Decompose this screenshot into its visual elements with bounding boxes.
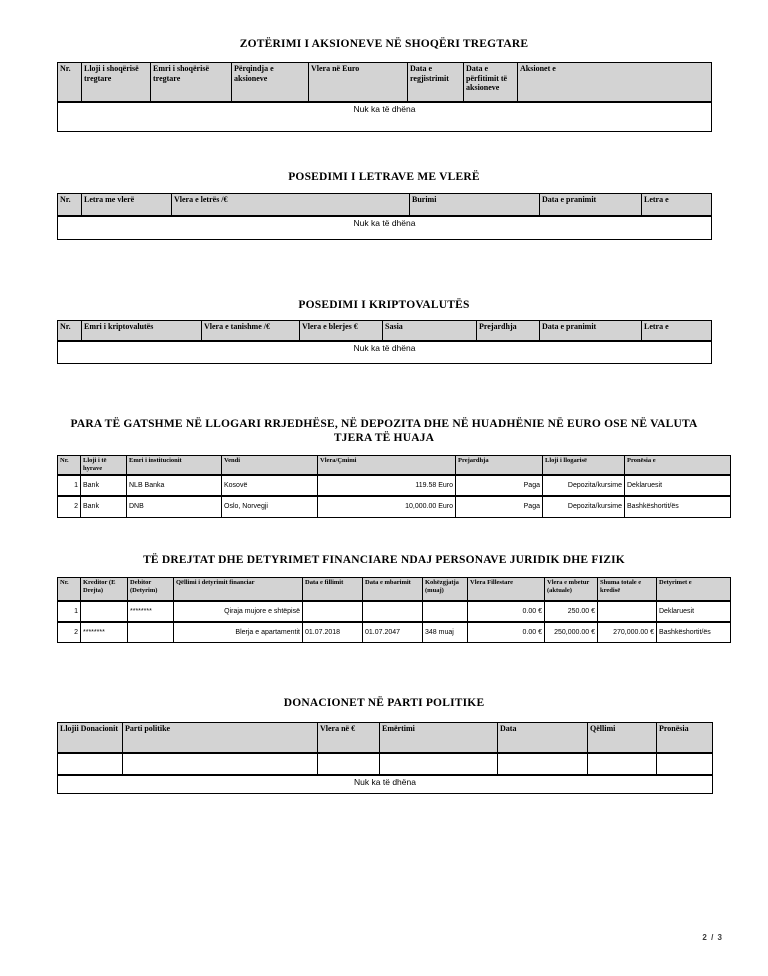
table-cell (303, 601, 363, 622)
column-header: Vlera e tanishme /€ (202, 321, 300, 341)
column-header: Vlera e mbetur (aktuale) (545, 578, 598, 601)
table-cell: 1 (58, 475, 81, 496)
section-title-obligations: TË DREJTAT DHE DETYRIMET FINANCIARE NDAJ PERSONAVE JURIDIK DHE FIZIK (143, 554, 625, 566)
table-cell: Kosovë (222, 475, 318, 496)
table-cell: 250.00 € (545, 601, 598, 622)
column-header: Vlera e blerjes € (300, 321, 383, 341)
table-cell: Blerja e apartamentit (174, 622, 303, 643)
section-title-donations: DONACIONET NË PARTI POLITIKE (283, 697, 485, 709)
column-header: Qëllimi (588, 723, 657, 753)
column-header: Lloji i të hyrave (81, 456, 127, 476)
column-header: Vlera/Çmimi (318, 456, 456, 476)
table-cell: ******** (128, 601, 174, 622)
no-data-cell: Nuk ka të dhëna (58, 775, 713, 794)
column-header: Nr. (58, 194, 82, 216)
table-cell: Qiraja mujore e shtëpisë (174, 601, 303, 622)
table-cell (380, 753, 498, 775)
table-header-row (58, 723, 713, 753)
column-header: Lloji i shoqërisë tregtare (82, 63, 151, 102)
table-cell: NLB Banka (127, 475, 222, 496)
column-header: Emri i institucionit (127, 456, 222, 476)
column-header: Data e fillimit (303, 578, 363, 601)
column-header: Nr. (58, 456, 81, 476)
cash-accounts-table (57, 455, 731, 518)
column-header: Debitor (Detyrim) (128, 578, 174, 601)
table-cell (128, 622, 174, 643)
section-title-crypto: POSEDIMI I KRIPTOVALUTËS (298, 299, 470, 311)
table-row (58, 475, 731, 496)
column-header: Vlera Fillestare (468, 578, 545, 601)
crypto-table (57, 320, 712, 364)
column-header: Vlera në Euro (309, 63, 408, 102)
table-cell: Oslo, Norvegji (222, 496, 318, 517)
no-data-row (58, 341, 712, 364)
column-header: Aksionet e (518, 63, 712, 102)
column-header: Vlera e letrës /€ (172, 194, 410, 216)
empty-row (58, 753, 713, 775)
table-cell: DNB (127, 496, 222, 517)
table-cell: Deklaruesit (625, 475, 731, 496)
table-cell (363, 601, 423, 622)
table-cell (123, 753, 318, 775)
table-cell: Paga (456, 496, 543, 517)
column-header: Data e regjistrimit (408, 63, 464, 102)
section-title-securities: POSEDIMI I LETRAVE ME VLERË (288, 171, 480, 183)
table-cell: 01.07.2018 (303, 622, 363, 643)
securities-table (57, 193, 712, 240)
table-header-row (58, 578, 731, 601)
column-header: Nr. (58, 321, 82, 341)
table-header-row (58, 63, 712, 102)
table-cell: 10,000.00 Euro (318, 496, 456, 517)
table-row (58, 496, 731, 517)
no-data-row (58, 216, 712, 240)
table-cell (58, 753, 123, 775)
column-header: Lloji i llogarisë (543, 456, 625, 476)
table-cell: Bank (81, 475, 127, 496)
table-cell: 2 (58, 622, 81, 643)
column-header: Nr. (58, 578, 81, 601)
table-header-row (58, 456, 731, 476)
table-cell (81, 601, 128, 622)
table-cell (657, 753, 713, 775)
table-cell (318, 753, 380, 775)
table-cell (588, 753, 657, 775)
column-header: Llojii Donacionit (58, 723, 123, 753)
column-header: Kreditor (E Drejta) (81, 578, 128, 601)
political-donations-table (57, 722, 713, 794)
column-header: Letra e (642, 321, 712, 341)
column-header: Letra me vlerë (82, 194, 172, 216)
table-cell: 1 (58, 601, 81, 622)
table-header-row (58, 194, 712, 216)
table-cell: Depozita/kursime (543, 475, 625, 496)
page-number: 2 / 3 (702, 933, 723, 942)
table-row (58, 622, 731, 643)
financial-obligations-table (57, 577, 731, 643)
table-cell: 348 muaj (423, 622, 468, 643)
table-cell: 250,000.00 € (545, 622, 598, 643)
column-header: Kohëzgjatja (muaj) (423, 578, 468, 601)
table-cell: Bashkëshortit/ës (657, 622, 731, 643)
column-header: Data e mbarimit (363, 578, 423, 601)
column-header: Sasia (383, 321, 477, 341)
table-cell: Bashkëshortit/ës (625, 496, 731, 517)
column-header: Prejardhja (477, 321, 540, 341)
column-header: Nr. (58, 63, 82, 102)
shares-table (57, 62, 712, 132)
column-header: Prejardhja (456, 456, 543, 476)
column-header: Letra e (642, 194, 712, 216)
table-cell: 119.58 Euro (318, 475, 456, 496)
column-header: Pronësia e (625, 456, 731, 476)
table-row (58, 601, 731, 622)
table-cell: Deklaruesit (657, 601, 731, 622)
no-data-row (58, 775, 713, 794)
column-header: Detyrimet e (657, 578, 731, 601)
column-header: Qëllimi i detyrimit financiar (174, 578, 303, 601)
table-cell (423, 601, 468, 622)
table-header-row (58, 321, 712, 341)
no-data-cell: Nuk ka të dhëna (58, 341, 712, 364)
table-cell: 01.07.2047 (363, 622, 423, 643)
table-cell: 2 (58, 496, 81, 517)
column-header: Parti politike (123, 723, 318, 753)
table-cell: 0.00 € (468, 601, 545, 622)
column-header: Emërtimi (380, 723, 498, 753)
column-header: Data e pranimit (540, 321, 642, 341)
column-header: Pronësia (657, 723, 713, 753)
column-header: Burimi (410, 194, 540, 216)
column-header: Data (498, 723, 588, 753)
column-header: Emri i shoqërisë tregtare (151, 63, 232, 102)
column-header: Emri i kriptovalutës (82, 321, 202, 341)
table-cell: 270,000.00 € (598, 622, 657, 643)
column-header: Shuma totale e kredisë (598, 578, 657, 601)
column-header: Data e pranimit (540, 194, 642, 216)
table-cell: Bank (81, 496, 127, 517)
section-title-shares: ZOTËRIMI I AKSIONEVE NË SHOQËRI TREGTARE (239, 38, 529, 50)
table-cell (498, 753, 588, 775)
column-header: Përqindja e aksioneve (232, 63, 309, 102)
no-data-cell: Nuk ka të dhëna (58, 216, 712, 240)
no-data-row (58, 102, 712, 132)
table-cell: ******** (81, 622, 128, 643)
table-cell (598, 601, 657, 622)
table-cell: 0.00 € (468, 622, 545, 643)
column-header: Data e përfitimit të aksioneve (464, 63, 518, 102)
table-cell: Paga (456, 475, 543, 496)
no-data-cell: Nuk ka të dhëna (58, 102, 712, 132)
table-cell: Depozita/kursime (543, 496, 625, 517)
column-header: Vendi (222, 456, 318, 476)
column-header: Vlera në € (318, 723, 380, 753)
section-title-cash: PARA TË GATSHME NË LLOGARI RRJEDHËSE, NË DEPOZITA DHE NË HUADHËNIE NË EURO OSE NË VALUTA TJERA TË HUAJA (70, 418, 698, 444)
